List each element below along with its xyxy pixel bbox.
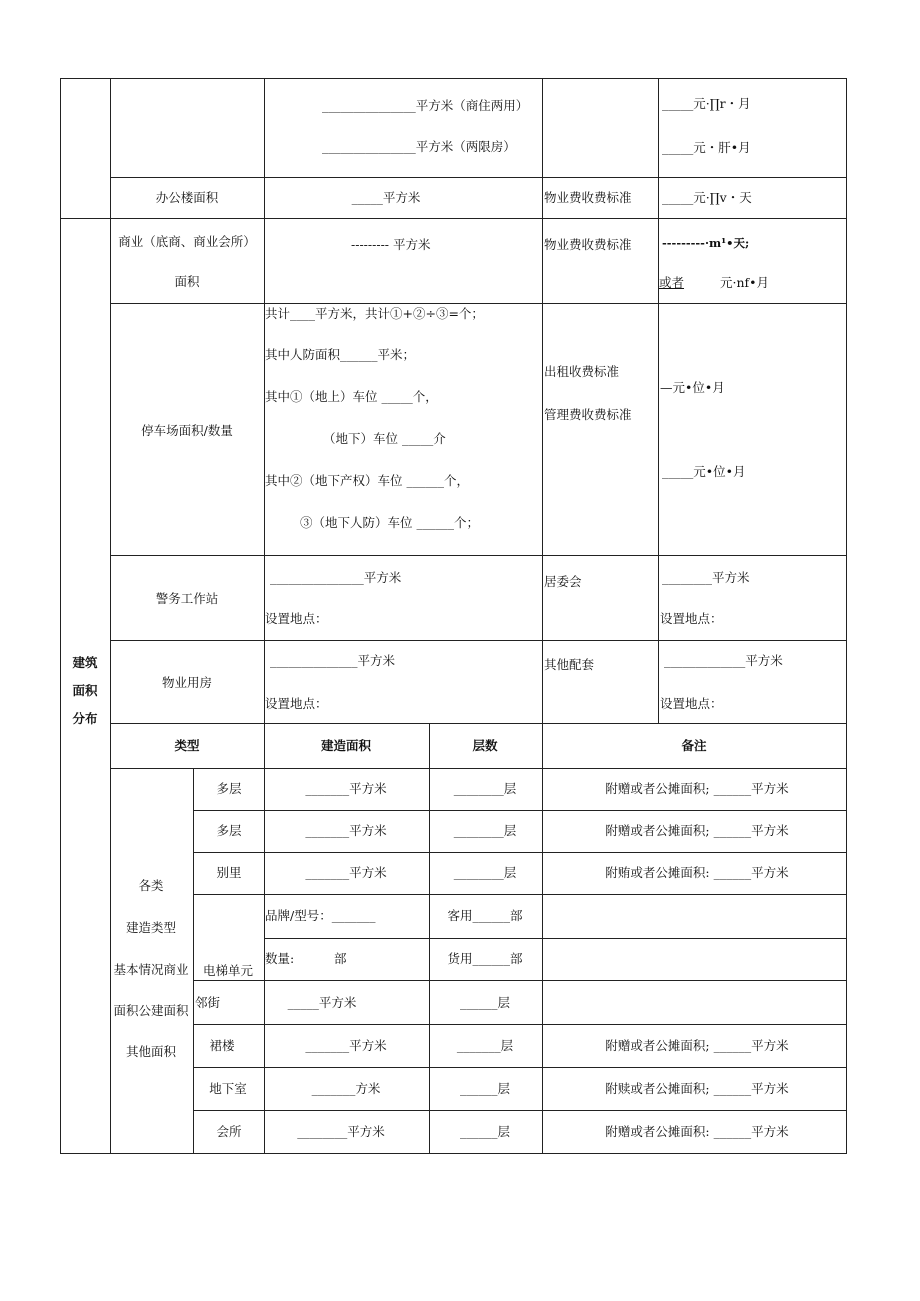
row-type: 别里 <box>216 865 242 880</box>
street-floors: ______层 <box>459 995 511 1010</box>
committee-label: 居委会 <box>544 574 582 589</box>
row-type: 多层 <box>216 781 242 796</box>
row-remark: 附贿或者公摊面积: ______平方米 <box>605 865 789 880</box>
elevator-freight: 货用______部 <box>447 951 523 966</box>
group-label-5: 其他面积 <box>125 1044 177 1059</box>
group-label-4: 面积公建面积 <box>113 1003 189 1018</box>
commercial-label-1: 商业（底商、商业会所） <box>118 234 256 249</box>
commercial-fee-line-2: 元·nf•月 <box>720 275 770 290</box>
office-fee-value: _____元·∏v・天 <box>662 190 752 205</box>
parking-line-4: （地下）车位 _____介 <box>323 431 446 446</box>
parking-line-2: 其中人防面积______平米； <box>265 347 416 362</box>
committee-location: 设置地点： <box>660 611 723 626</box>
header-remarks: 备注 <box>681 738 707 753</box>
police-area: _______________平方米 <box>270 570 402 585</box>
row-floors: ________层 <box>453 823 517 838</box>
row-type: 裙楼 <box>209 1038 235 1053</box>
residence-fee-2: _____元・肝•月 <box>662 140 751 155</box>
row-remark: 附赠或者公摊面积; ______平方米 <box>605 823 789 838</box>
other-facilities-location: 设置地点： <box>660 696 723 711</box>
elevator-brand: 品牌/型号：_______ <box>265 908 376 923</box>
row-area: _______平方米 <box>305 781 387 796</box>
commercial-area-value: --------- 平方米 <box>351 237 431 252</box>
row-remark: 附赠或者公摊面积: ______平方米 <box>605 1124 789 1139</box>
row-area: ________平方米 <box>297 1124 385 1139</box>
row-type: 会所 <box>216 1124 242 1139</box>
section-label-3: 分布 <box>72 711 98 726</box>
row-floors: ________层 <box>453 865 517 880</box>
commercial-label-2: 面积 <box>174 274 200 289</box>
parking-label: 停车场面积/数量 <box>141 423 233 438</box>
commercial-fee-or: 或者 <box>659 275 685 290</box>
police-label: 警务工作站 <box>155 591 219 606</box>
commercial-fee-label: 物业费收费标准 <box>544 237 632 252</box>
row-area: _______平方米 <box>305 823 387 838</box>
office-area-value: _____平方米 <box>351 190 421 205</box>
row-area: _______平方米 <box>305 1038 387 1053</box>
row-area: _______平方米 <box>305 865 387 880</box>
committee-area: ________平方米 <box>662 570 750 585</box>
section-label-2: 面积 <box>72 683 98 698</box>
property-area: ______________平方米 <box>270 653 396 668</box>
office-area-label: 办公楼面积 <box>155 190 219 205</box>
parking-line-6: ③（地下人防）车位 ______个； <box>300 515 479 530</box>
row-floors: _______层 <box>456 1038 514 1053</box>
header-floors: 层数 <box>472 738 498 753</box>
elevator-count: 数量: 部 <box>265 951 347 966</box>
section-label-1: 建筑 <box>72 655 98 670</box>
row-floors: ________层 <box>453 781 517 796</box>
row-remark: 附赎或者公摊面积; ______平方米 <box>605 1081 789 1096</box>
row-remark: 附赠或者公摊面积; ______平方米 <box>605 1038 789 1053</box>
residence-fee-1: _____元·∏r・月 <box>662 96 751 111</box>
header-area: 建造面积 <box>320 738 372 753</box>
row-floors: ______层 <box>459 1081 511 1096</box>
row-remark: 附赠或者公摊面积; ______平方米 <box>605 781 789 796</box>
elevator-label: 电梯单元 <box>203 963 254 978</box>
header-type: 类型 <box>174 738 200 753</box>
parking-line-3: 其中①（地上）车位 _____个， <box>265 389 438 404</box>
parking-line-5: 其中②（地下产权）车位 ______个， <box>265 473 469 488</box>
other-facilities-area: _____________平方米 <box>664 653 783 668</box>
street-area: _____平方米 <box>287 995 357 1010</box>
parking-manage-fee-label: 管理费收费标准 <box>544 407 632 422</box>
police-location: 设置地点： <box>265 611 328 626</box>
office-fee-label: 物业费收费标准 <box>544 190 632 205</box>
property-location: 设置地点： <box>265 696 328 711</box>
group-label-1: 各类 <box>138 878 164 893</box>
row-area: _______方米 <box>311 1081 381 1096</box>
commercial-fee-line-1: ---------·m¹•天; <box>662 236 750 250</box>
parking-fee-value-1: —元•位•月 <box>660 380 725 395</box>
elevator-passenger: 客用______部 <box>447 908 523 923</box>
property-label: 物业用房 <box>161 675 213 690</box>
street-type: 邻街 <box>195 995 221 1010</box>
row-type: 多层 <box>216 823 242 838</box>
parking-fee-value-2: _____元•位•月 <box>662 464 746 479</box>
parking-rent-fee-label: 出租收费标准 <box>544 364 620 379</box>
row-floors: ______层 <box>459 1124 511 1139</box>
parking-line-1: 共计____平方米，共计①+②÷③=个； <box>265 306 484 321</box>
row-type: 地下室 <box>209 1081 247 1096</box>
group-label-2: 建造类型 <box>125 920 177 935</box>
group-label-3: 基本情况商业 <box>113 962 189 977</box>
other-facilities-label: 其他配套 <box>544 657 595 672</box>
residence-line-2: _______________平方米（两限房） <box>322 139 516 154</box>
residence-line-1: _______________平方米（商住两用） <box>322 98 529 113</box>
